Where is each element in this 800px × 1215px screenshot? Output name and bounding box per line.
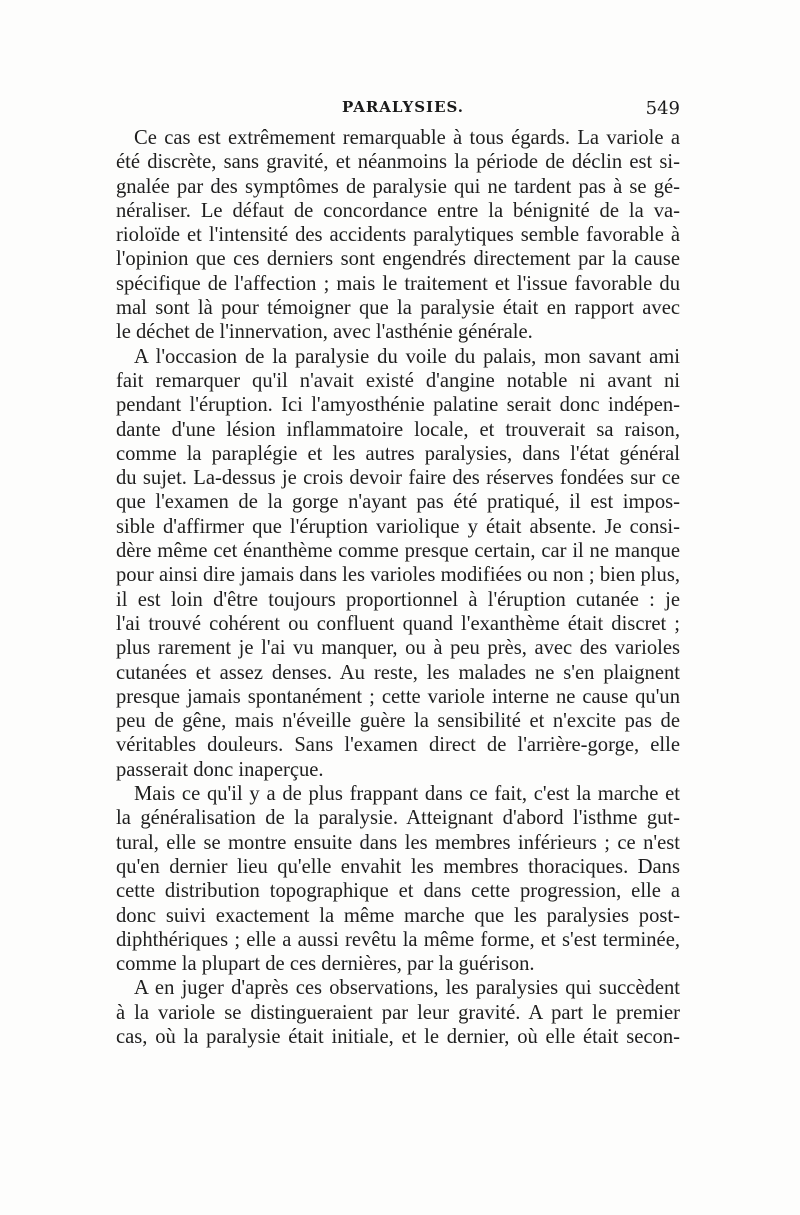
text-line: du sujet. La-dessus je crois devoir faire des réserves fondées sur ce bbox=[116, 467, 680, 490]
paragraph-2 bbox=[116, 345, 680, 782]
page-number: 549 bbox=[645, 98, 680, 119]
text-line: l'opinion que ces derniers sont engendrés directement par la cause bbox=[116, 248, 680, 271]
text-line: comme la plupart de ces dernières, par la guérison. bbox=[116, 953, 535, 976]
text-line: mal sont là pour témoigner que la paralysie était en rapport avec bbox=[116, 297, 680, 320]
text-line: rioloïde et l'intensité des accidents paralytiques semble favorable à bbox=[116, 224, 680, 247]
text-line: la généralisation de la paralysie. Atteignant d'abord l'isthme gut- bbox=[116, 807, 680, 830]
text-line: véritables douleurs. Sans l'examen direct de l'arrière-gorge, elle bbox=[116, 734, 680, 757]
text-line: le déchet de l'innervation, avec l'asthénie générale. bbox=[116, 321, 533, 344]
text-line: cette distribution topographique et dans cette progression, elle a bbox=[116, 880, 680, 903]
text-line: fait remarquer qu'il n'avait existé d'angine notable ni avant ni bbox=[116, 369, 680, 392]
text-line: l'ai trouvé cohérent ou confluent quand l'exanthème était discret ; bbox=[116, 612, 680, 635]
text-line: tural, elle se montre ensuite dans les membres inférieurs ; ce n'est bbox=[116, 831, 680, 854]
text-line: plus rarement je l'ai vu manquer, ou à peu près, avec des varioles bbox=[116, 637, 680, 660]
text-line: gnalée par des symptômes de paralysie qui ne tardent pas à se gé- bbox=[116, 175, 680, 198]
text-line: qu'en dernier lieu qu'elle envahit les membres thoraciques. Dans bbox=[116, 855, 680, 878]
text-line: cutanées et assez denses. Au reste, les malades ne s'en plaignent bbox=[116, 661, 680, 684]
body-text bbox=[116, 126, 680, 1049]
text-line: diphthériques ; elle a aussi revêtu la même forme, et s'est terminée, bbox=[116, 928, 680, 951]
text-line: été discrète, sans gravité, et néanmoins la période de déclin est si- bbox=[116, 151, 680, 174]
paragraph-4 bbox=[116, 976, 680, 1049]
paragraph-1 bbox=[116, 126, 680, 345]
text-line: pendant l'éruption. Ici l'amyosthénie palatine serait donc indépen- bbox=[116, 394, 680, 417]
text-line: à la variole se distingueraient par leur gravité. A part le premier bbox=[116, 1001, 680, 1024]
text-line: spécifique de l'affection ; mais le traitement et l'issue favorable du bbox=[116, 272, 680, 295]
text-line: dante d'une lésion inflammatoire locale, et trouverait sa raison, bbox=[116, 418, 680, 441]
text-line: A l'occasion de la paralysie du voile du palais, mon savant ami bbox=[134, 345, 680, 368]
text-line: Mais ce qu'il y a de plus frappant dans ce fait, c'est la marche et bbox=[134, 783, 680, 806]
running-head bbox=[116, 98, 680, 124]
text-line: presque jamais spontanément ; cette variole interne ne cause qu'un bbox=[116, 685, 680, 708]
text-line: cas, où la paralysie était initiale, et le dernier, où elle était secon- bbox=[116, 1025, 680, 1048]
text-line: A en juger d'après ces observations, les paralysies qui succèdent bbox=[134, 977, 680, 1000]
text-line: il est loin d'être toujours proportionnel à l'éruption cutanée : je bbox=[116, 588, 680, 611]
text-line: sible d'affirmer que l'éruption variolique y était absente. Je consi- bbox=[116, 515, 680, 538]
text-line: Ce cas est extrêmement remarquable à tous égards. La variole a bbox=[134, 127, 680, 149]
text-line: passerait donc inaperçue. bbox=[116, 758, 324, 781]
text-line: comme la paraplégie et les autres paralysies, dans l'état général bbox=[116, 442, 680, 465]
text-line: peu de gêne, mais n'éveille guère la sensibilité et n'excite pas de bbox=[116, 710, 680, 733]
text-line: que l'examen de la gorge n'ayant pas été pratiqué, il est impos- bbox=[116, 491, 680, 514]
text-line: néraliser. Le défaut de concordance entre la bénignité de la va- bbox=[116, 199, 680, 222]
running-title: PARALYSIES. bbox=[342, 98, 465, 116]
text-line: dère même cet énanthème comme presque certain, car il ne manque bbox=[116, 540, 680, 563]
text-line: donc suivi exactement la même marche que les paralysies post- bbox=[116, 904, 680, 927]
paragraph-3 bbox=[116, 782, 680, 976]
text-line: pour ainsi dire jamais dans les varioles modifiées ou non ; bien plus, bbox=[116, 564, 680, 587]
